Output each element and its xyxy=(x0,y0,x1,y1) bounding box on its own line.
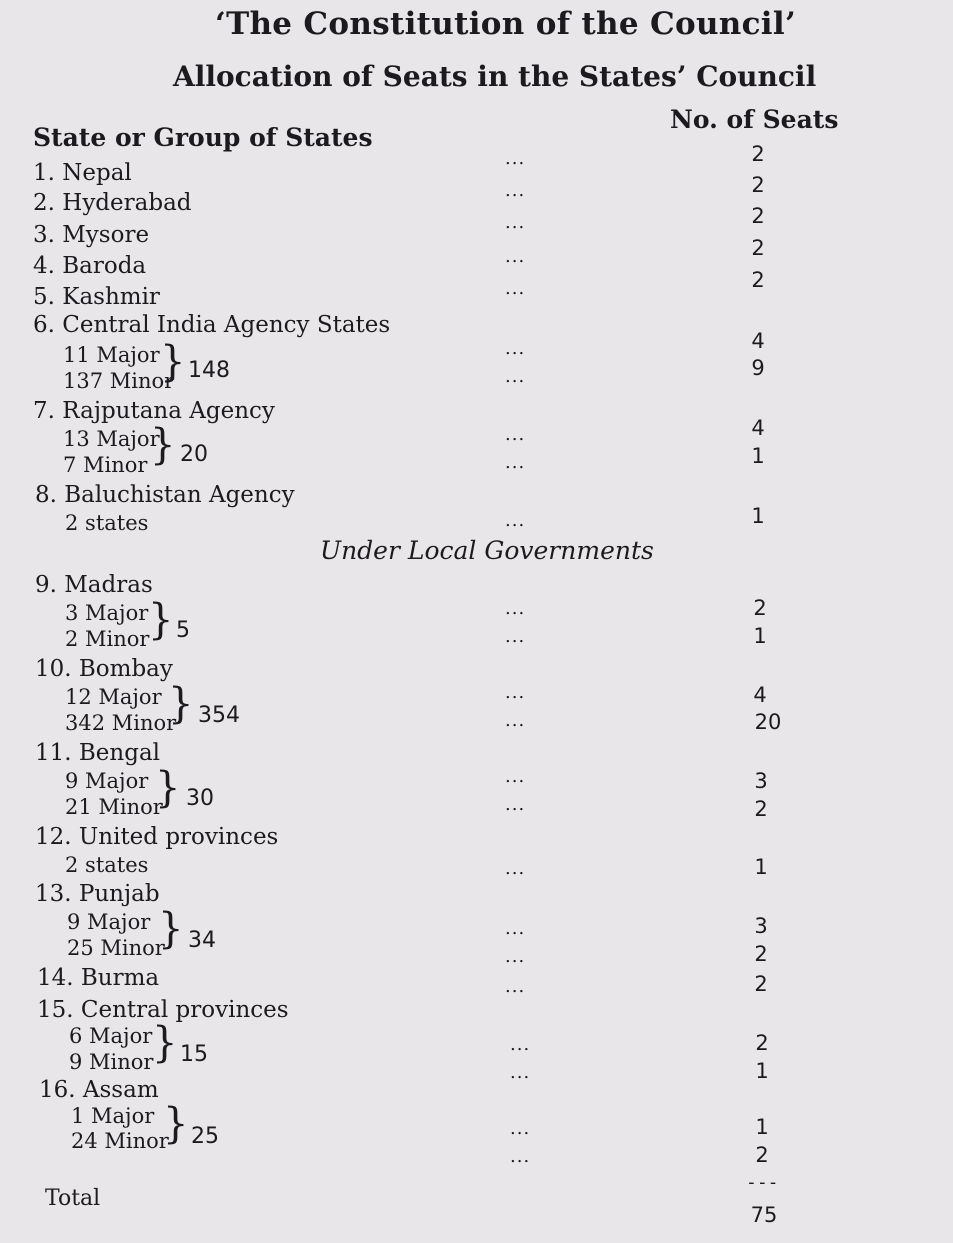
state-central-provinces: 15. Central provinces xyxy=(37,997,289,1023)
group-brace: } xyxy=(155,763,181,813)
state-hyderabad: 2. Hyderabad xyxy=(33,190,192,216)
seats-major: 3 xyxy=(754,914,768,938)
seats-major: 1 xyxy=(755,1115,769,1139)
total-rule: --- xyxy=(746,1172,779,1193)
seats-minor: 2 xyxy=(755,1143,769,1167)
seats-minor: 2 xyxy=(754,942,768,966)
group-total: 25 xyxy=(191,1124,219,1149)
seats-kashmir: 2 xyxy=(751,268,765,292)
seats-mysore: 2 xyxy=(751,204,765,228)
group-total: 20 xyxy=(180,442,208,467)
leader-dots: ... xyxy=(505,794,526,815)
sub-minor: 342 Minor xyxy=(65,711,177,735)
leader-dots: ... xyxy=(505,598,526,619)
group-brace: } xyxy=(148,595,174,645)
leader-dots: ... xyxy=(505,858,526,879)
sub-minor: 21 Minor xyxy=(65,795,163,819)
group-total: 34 xyxy=(188,928,216,953)
sub-minor: 25 Minor xyxy=(67,936,165,960)
column-header-state: State or Group of States xyxy=(33,123,373,152)
group-brace: } xyxy=(150,420,176,470)
state-madras: 9. Madras xyxy=(35,572,153,598)
group-total: 30 xyxy=(186,786,214,811)
leader-dots: ... xyxy=(505,452,526,473)
leader-dots: ... xyxy=(505,212,526,233)
leader-dots: ... xyxy=(505,976,526,997)
seats-minor: 1 xyxy=(753,624,767,648)
leader-dots: ... xyxy=(505,148,526,169)
state-assam: 16. Assam xyxy=(39,1077,159,1103)
leader-dots: ... xyxy=(505,766,526,787)
leader-dots: ... xyxy=(510,1146,531,1167)
seats-baluchistan: 1 xyxy=(751,504,765,528)
group-brace: } xyxy=(158,904,184,954)
sub-minor: 7 Minor xyxy=(63,453,148,477)
state-punjab: 13. Punjab xyxy=(35,881,160,907)
sub-states: 2 states xyxy=(65,853,149,877)
total-seats: 75 xyxy=(750,1203,778,1227)
seats-hyderabad: 2 xyxy=(751,173,765,197)
sub-major: 11 Major xyxy=(63,343,160,367)
seats-baroda: 2 xyxy=(751,236,765,260)
state-rajputana: 7. Rajputana Agency xyxy=(33,398,275,424)
group-brace: } xyxy=(168,679,194,729)
seats-minor: 20 xyxy=(754,710,782,734)
group-total: 15 xyxy=(180,1042,208,1067)
group-total: 354 xyxy=(198,703,240,728)
leader-dots: ... xyxy=(510,1062,531,1083)
sub-major: 13 Major xyxy=(63,427,160,451)
page-title: ‘The Constitution of the Council’ xyxy=(215,6,797,42)
seats-united-provinces: 1 xyxy=(754,855,768,879)
seats-major: 3 xyxy=(754,769,768,793)
leader-dots: ... xyxy=(510,1034,531,1055)
leader-dots: ... xyxy=(505,946,526,967)
state-bengal: 11. Bengal xyxy=(35,740,161,766)
seats-major: 2 xyxy=(753,596,767,620)
state-kashmir: 5. Kashmir xyxy=(33,284,160,310)
seats-minor: 1 xyxy=(755,1059,769,1083)
seats-major: 4 xyxy=(751,329,765,353)
seats-minor: 2 xyxy=(754,797,768,821)
sub-major: 3 Major xyxy=(65,601,149,625)
group-total: 5 xyxy=(176,618,190,643)
state-central-india: 6. Central India Agency States xyxy=(33,312,391,338)
sub-major: 1 Major xyxy=(71,1104,155,1128)
seats-burma: 2 xyxy=(754,972,768,996)
seats-major: 4 xyxy=(751,416,765,440)
state-baluchistan: 8. Baluchistan Agency xyxy=(35,482,295,508)
group-brace: } xyxy=(163,1099,189,1149)
column-header-seats: No. of Seats xyxy=(670,105,839,134)
seats-minor: 1 xyxy=(751,444,765,468)
seats-nepal: 2 xyxy=(751,142,765,166)
leader-dots: ... xyxy=(505,710,526,731)
leader-dots: ... xyxy=(510,1118,531,1139)
group-brace: } xyxy=(152,1018,178,1068)
leader-dots: ... xyxy=(505,510,526,531)
sub-minor: 24 Minor xyxy=(71,1129,169,1153)
state-burma: 14. Burma xyxy=(37,965,160,991)
sub-states: 2 states xyxy=(65,511,149,535)
state-baroda: 4. Baroda xyxy=(33,253,147,279)
sub-major: 9 Major xyxy=(67,910,151,934)
state-united-provinces: 12. United provinces xyxy=(35,824,279,850)
table-subtitle: Allocation of Seats in the States’ Council xyxy=(173,60,817,93)
sub-major: 6 Major xyxy=(69,1024,153,1048)
sub-minor: 9 Minor xyxy=(69,1050,154,1074)
sub-major: 9 Major xyxy=(65,769,149,793)
leader-dots: ... xyxy=(505,424,526,445)
leader-dots: ... xyxy=(505,918,526,939)
seats-major: 4 xyxy=(753,683,767,707)
sub-major: 12 Major xyxy=(65,685,162,709)
seats-major: 2 xyxy=(755,1031,769,1055)
sub-minor: 137 Minor xyxy=(63,369,175,393)
leader-dots: ... xyxy=(505,180,526,201)
leader-dots: ... xyxy=(505,366,526,387)
state-nepal: 1. Nepal xyxy=(33,160,132,186)
section-heading: Under Local Governments xyxy=(320,536,654,565)
seats-minor: 9 xyxy=(751,356,765,380)
leader-dots: ... xyxy=(505,626,526,647)
leader-dots: ... xyxy=(505,338,526,359)
group-brace: } xyxy=(160,337,186,387)
state-bombay: 10. Bombay xyxy=(35,656,173,682)
group-total: 148 xyxy=(188,358,230,383)
leader-dots: ... xyxy=(505,682,526,703)
sub-minor: 2 Minor xyxy=(65,627,150,651)
leader-dots: ... xyxy=(505,278,526,299)
total-label: Total xyxy=(45,1186,101,1211)
state-mysore: 3. Mysore xyxy=(33,222,150,248)
leader-dots: ... xyxy=(505,246,526,267)
